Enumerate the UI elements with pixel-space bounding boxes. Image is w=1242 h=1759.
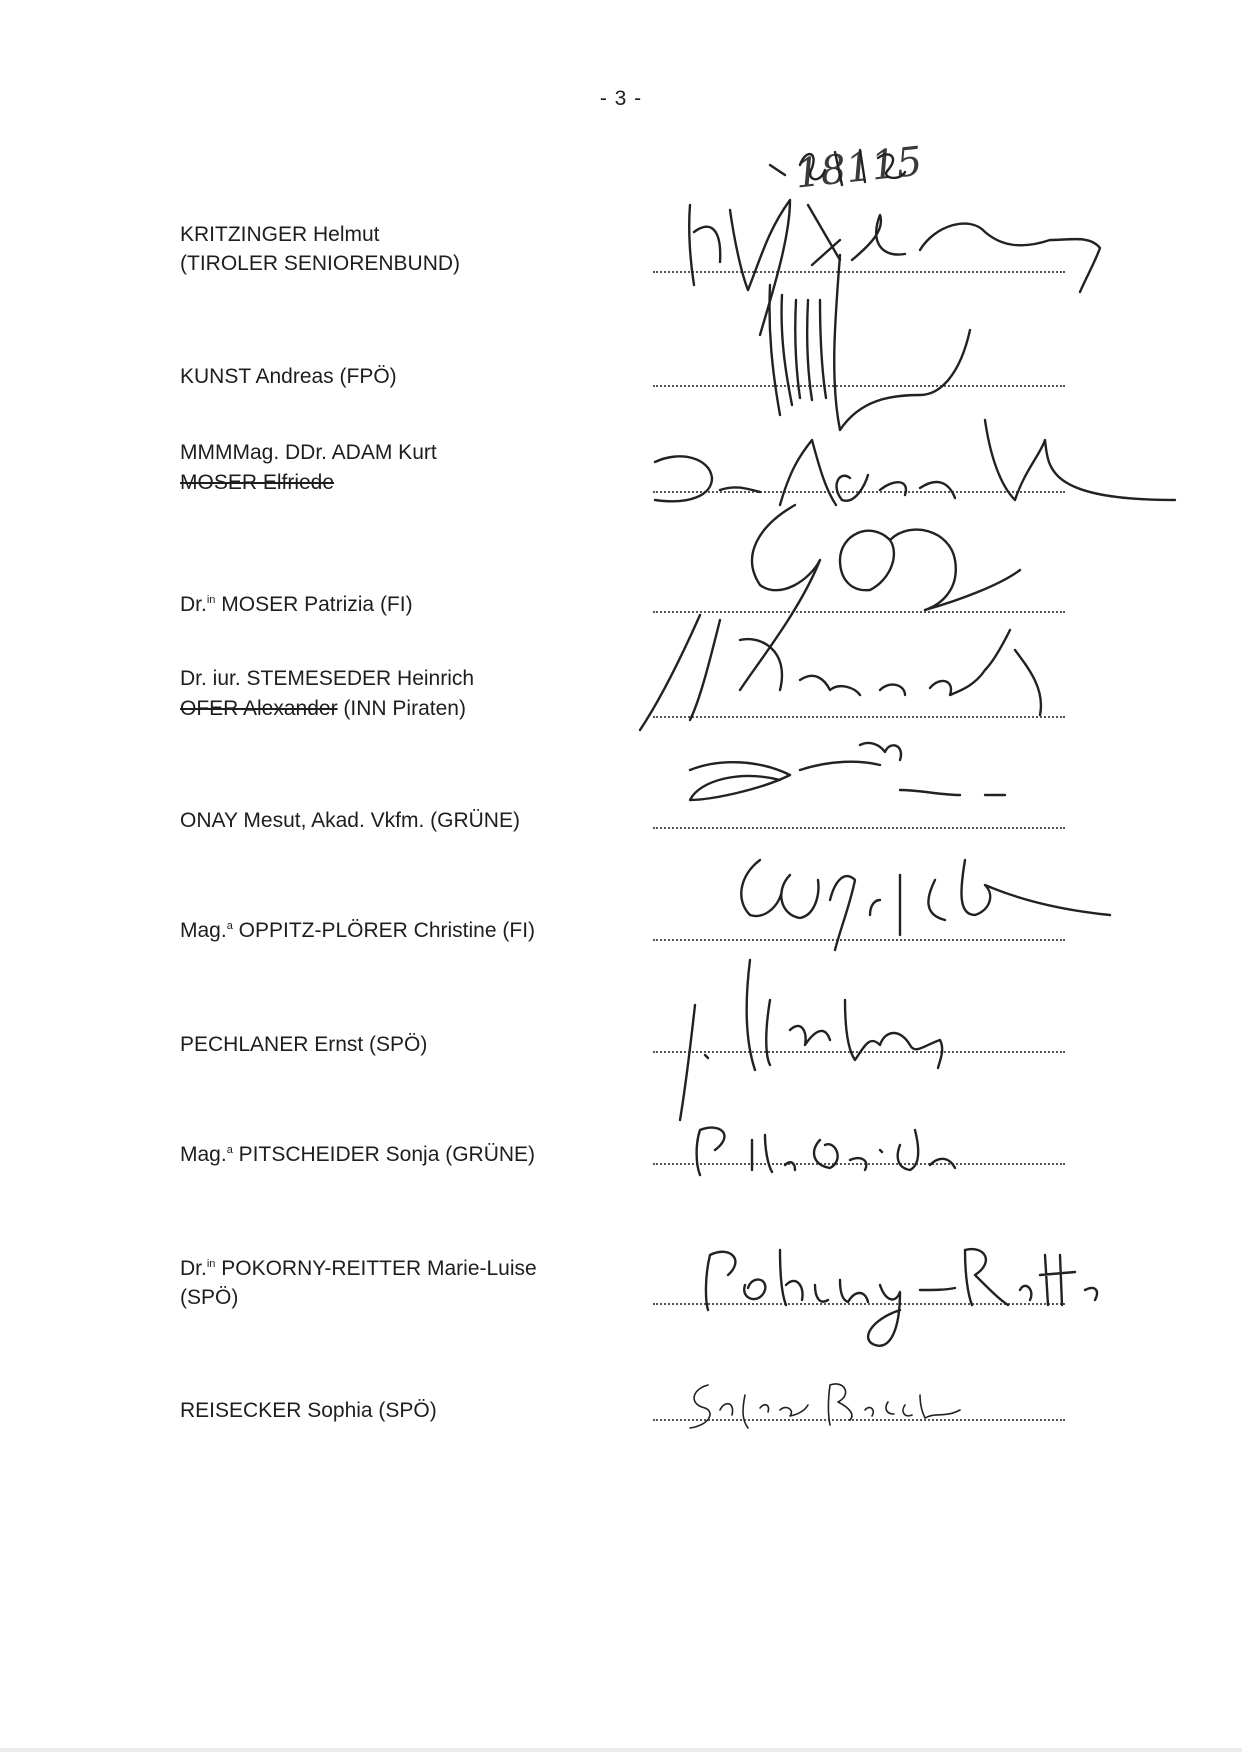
- signature-kunst: [769, 255, 970, 430]
- signature-line: [653, 1163, 1065, 1165]
- name-text: POKORNY-REITTER Marie-Luise: [215, 1257, 537, 1280]
- signature-pechlaner: [680, 960, 942, 1120]
- signature-line: [653, 491, 1065, 493]
- signature-line: [653, 939, 1065, 941]
- title-prefix: Mag.: [180, 1143, 227, 1166]
- page-edge: [0, 1748, 1242, 1752]
- signatory-name: KUNST Andreas (FPÖ): [180, 365, 397, 388]
- name-text: OPPITZ-PLÖRER Christine (FI): [232, 919, 536, 942]
- handwritten-number-stamp: 18115: [792, 138, 925, 198]
- signatory-name: ONAY Mesut, Akad. Vkfm. (GRÜNE): [180, 809, 520, 832]
- title-prefix: Mag.: [180, 919, 227, 942]
- signature-line: [653, 827, 1065, 829]
- signature-pokorny: [706, 1249, 1097, 1346]
- title-superscript: a: [226, 920, 233, 932]
- signature-line: [653, 1419, 1065, 1421]
- signature-line: [653, 716, 1065, 718]
- signatory-name: [180, 916, 535, 945]
- signatory-name: PECHLANER Ernst (SPÖ): [180, 1033, 428, 1056]
- struck-text: MOSER Elfriede: [180, 471, 335, 494]
- signature-stemeseder: [640, 615, 1041, 730]
- signature-reisecker: [690, 1384, 960, 1428]
- signatory-affiliation: (TIROLER SENIORENBUND): [180, 252, 461, 275]
- signature-oppitz: [741, 860, 1110, 950]
- signature-onay: [690, 743, 1005, 800]
- title-superscript: in: [206, 1258, 216, 1270]
- signature-line: [653, 1303, 1065, 1305]
- signature-pitscheider: [697, 1128, 955, 1175]
- signatory-name: [180, 590, 413, 619]
- signature-line: [653, 1051, 1065, 1053]
- signatory-affiliation: (SPÖ): [180, 1286, 239, 1309]
- title-prefix: Dr.: [180, 1257, 207, 1280]
- title-superscript: in: [206, 594, 216, 606]
- signature-moser: [740, 505, 1020, 690]
- signature-line: [653, 611, 1065, 613]
- signatory-name: [180, 1140, 535, 1169]
- name-text: (INN Piraten): [337, 697, 466, 720]
- signatory-name: MMMMag. DDr. ADAM Kurt: [180, 441, 437, 464]
- name-text: MOSER Patrizia (FI): [215, 593, 413, 616]
- signatory-name: KRITZINGER Helmut: [180, 223, 380, 246]
- signature-line: [653, 271, 1065, 273]
- signature-line: [653, 385, 1065, 387]
- struck-name: [180, 468, 334, 497]
- signatory-name: Dr. iur. STEMESEDER Heinrich: [180, 667, 475, 690]
- page-number: - 3 -: [599, 87, 643, 110]
- struck-text: OFER Alexander: [180, 697, 338, 720]
- signatory-name: REISECKER Sophia (SPÖ): [180, 1399, 437, 1422]
- struck-name: [180, 694, 466, 723]
- name-text: PITSCHEIDER Sonja (GRÜNE): [232, 1143, 536, 1166]
- signatory-name: [180, 1254, 537, 1283]
- title-prefix: Dr.: [180, 593, 207, 616]
- title-superscript: a: [226, 1144, 233, 1156]
